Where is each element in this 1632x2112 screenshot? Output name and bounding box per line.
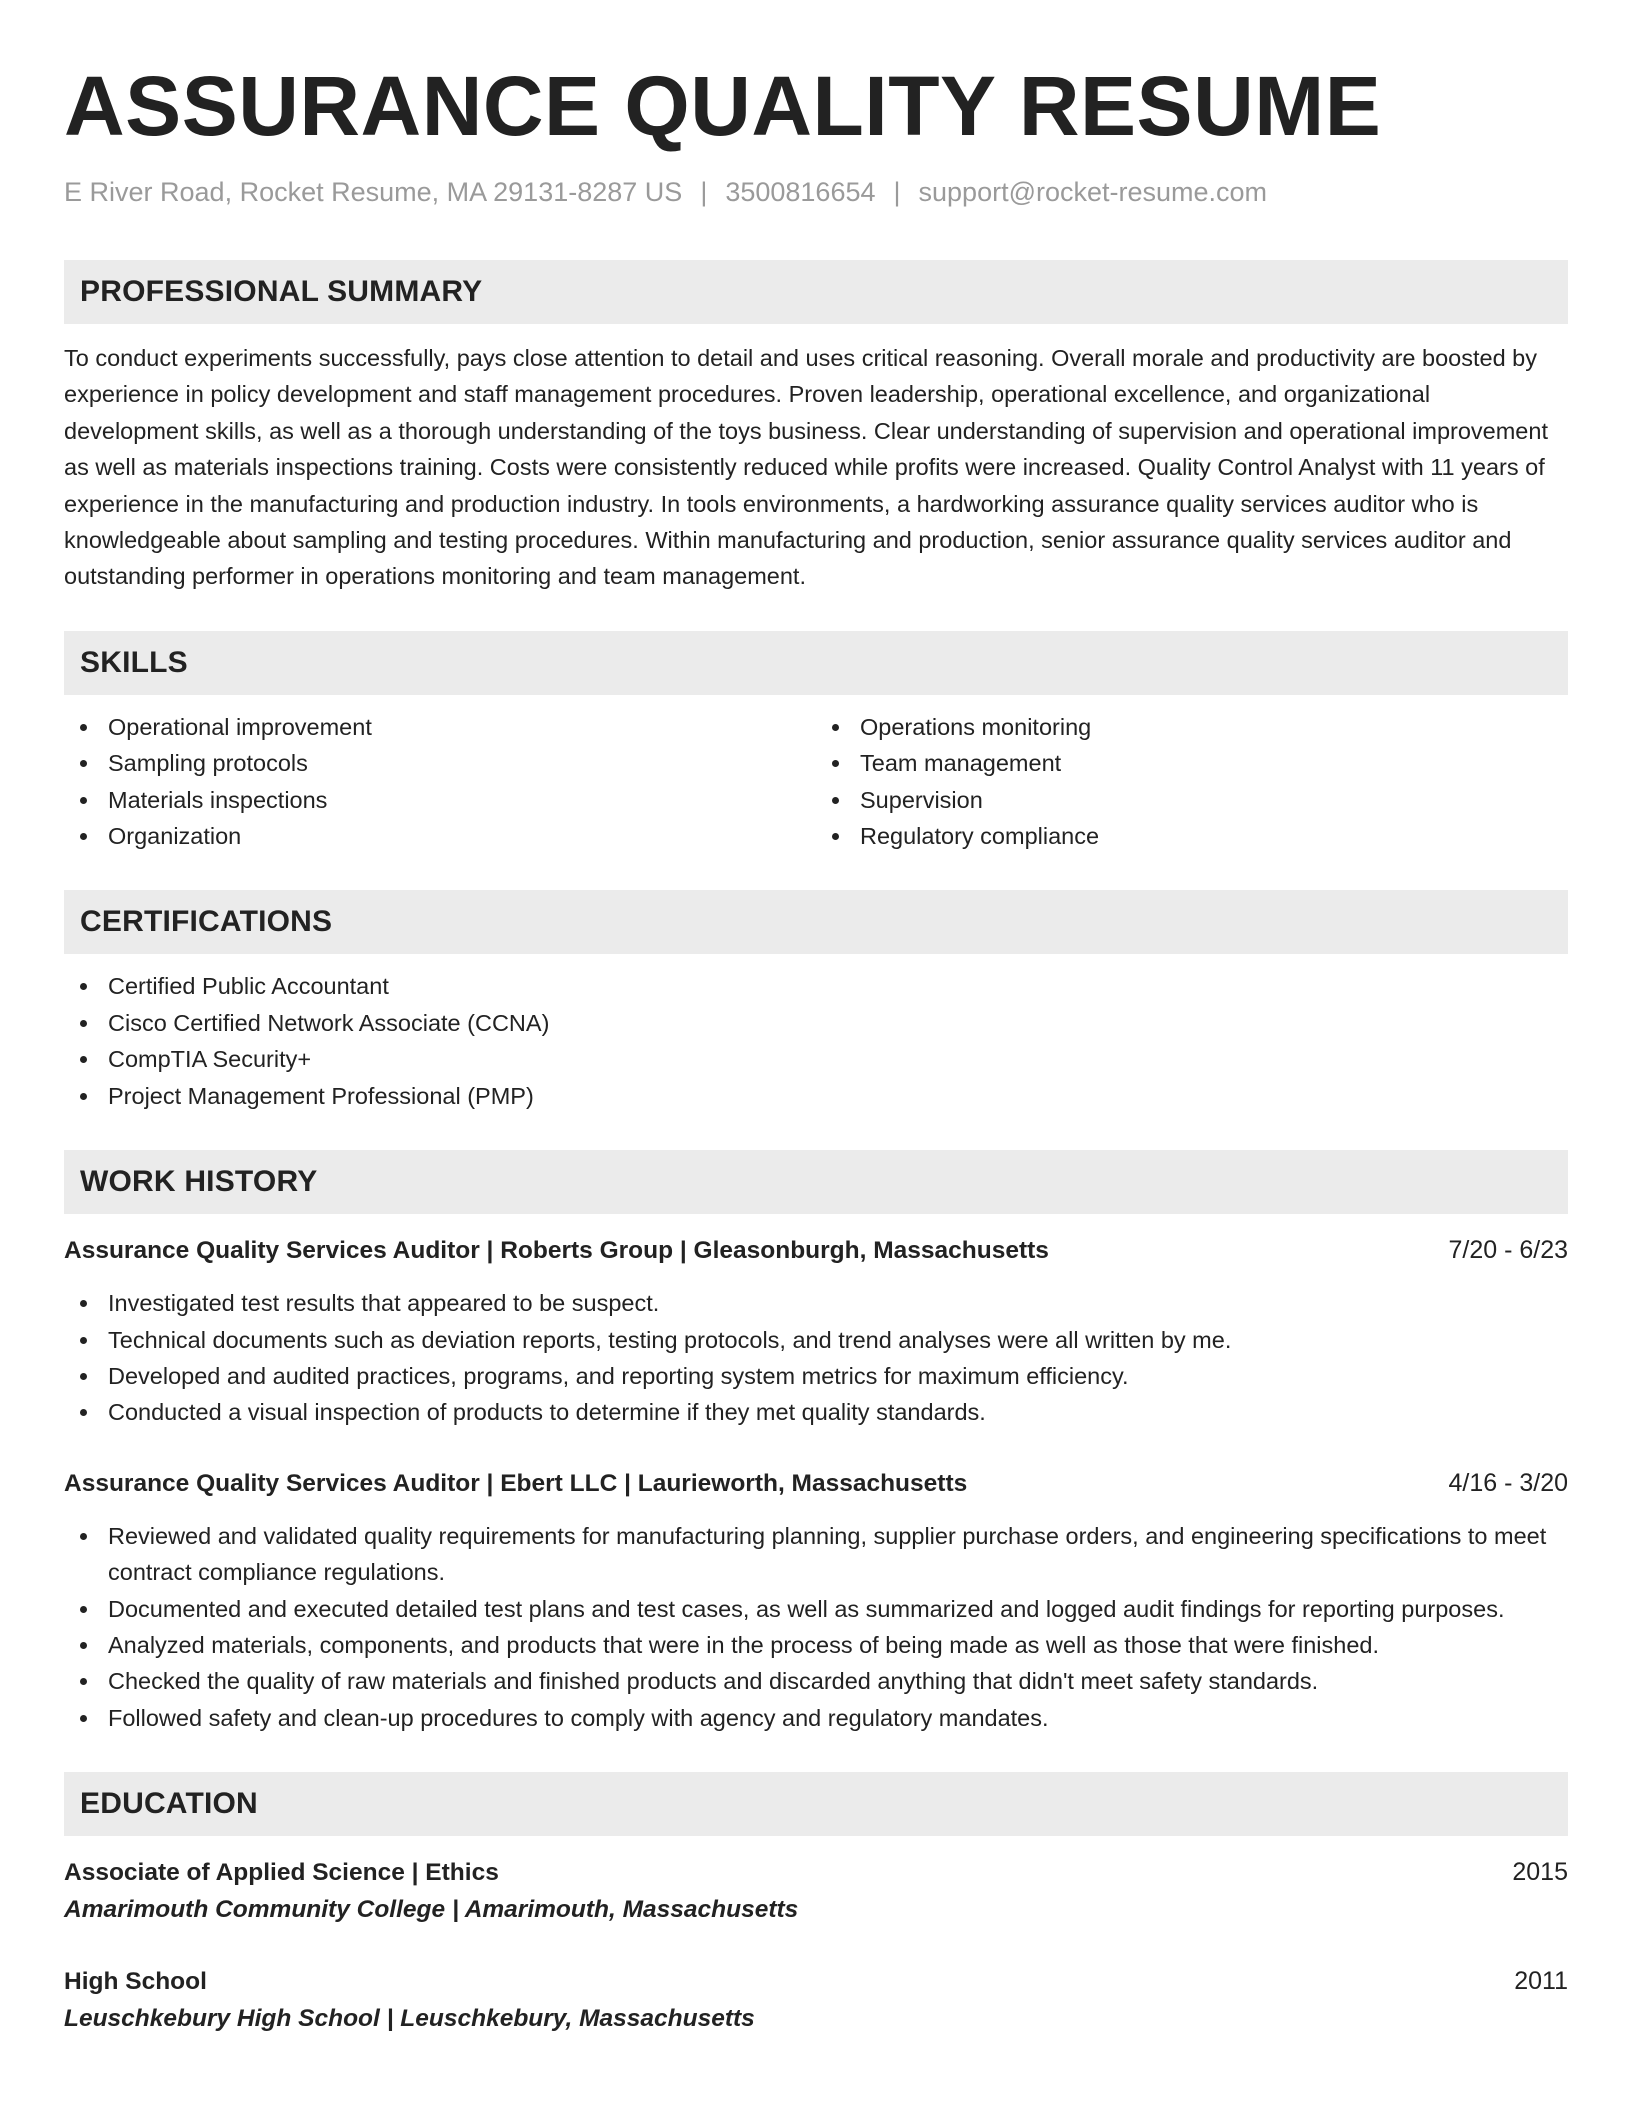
job-bullet: Followed safety and clean-up procedures to comply with agency and regulatory mandates.	[64, 1700, 1568, 1736]
skill-item: Organization	[64, 818, 816, 854]
job-entry	[64, 1465, 1568, 1736]
skill-item: Operational improvement	[64, 709, 816, 745]
education-school: Leuschkebury High School | Leuschkebury, Massachusetts	[64, 2005, 755, 2033]
skill-item: Operations monitoring	[816, 709, 1568, 745]
job-bullets	[64, 1518, 1568, 1736]
certification-item: CompTIA Security+	[64, 1041, 1568, 1077]
job-entry	[64, 1232, 1568, 1431]
education-school: Amarimouth Community College | Amarimouth, Massachusetts	[64, 1896, 799, 1924]
summary-text: To conduct experiments successfully, pays close attention to detail and uses critical reasoning. Overall morale and productivity are boosted by experience in policy development and staff management procedures. Proven leadership, operational excellence, and organizational development skills, as well as a thorough understanding of the toys business. Clear understanding of supervision and operational improvement as well as materials inspections training. Costs were consistently reduced while profits were increased. Quality Control Analyst with 11 years of experience in the manufacturing and production industry. In tools environments, a hardworking assurance quality services auditor who is knowledgeable about sampling and testing procedures. Within manufacturing and production, senior assurance quality services auditor and outstanding performer in operations monitoring and team management.	[64, 345, 1548, 590]
certifications-section	[64, 890, 1568, 1114]
job-bullet: Checked the quality of raw materials and finished products and discarded anything that didn't meet safety standards.	[64, 1663, 1568, 1699]
education-degree: Associate of Applied Science | Ethics	[64, 1859, 499, 1887]
contact-separator: |	[700, 177, 708, 207]
education-year: 2011	[1514, 1967, 1568, 1996]
contact-phone: 3500816654	[725, 177, 876, 207]
job-header	[64, 1232, 1568, 1269]
contact-address: E River Road, Rocket Resume, MA 29131-8287 US	[64, 177, 683, 207]
certification-item: Certified Public Accountant	[64, 968, 1568, 1004]
job-bullet: Technical documents such as deviation reports, testing protocols, and trend analyses were all written by me.	[64, 1322, 1568, 1358]
education-degree: High School	[64, 1968, 207, 1996]
education-entry	[64, 1963, 1568, 2038]
job-bullet: Documented and executed detailed test plans and test cases, as well as summarized and logged audit findings for reporting purposes.	[64, 1591, 1568, 1627]
education-entry	[64, 1854, 1568, 1929]
education-section	[64, 1772, 1568, 2038]
job-bullet: Investigated test results that appeared to be suspect.	[64, 1285, 1568, 1321]
skill-item: Sampling protocols	[64, 745, 816, 781]
skill-item: Regulatory compliance	[816, 818, 1568, 854]
certifications-list	[64, 968, 1568, 1114]
job-header	[64, 1465, 1568, 1502]
contact-separator: |	[893, 177, 901, 207]
section-heading-work-history: WORK HISTORY	[64, 1150, 1568, 1214]
section-heading-summary: PROFESSIONAL SUMMARY	[64, 260, 1568, 324]
skills-list-left	[64, 709, 816, 855]
job-bullet: Conducted a visual inspection of products to determine if they met quality standards.	[64, 1394, 1568, 1430]
contact-email: support@rocket-resume.com	[918, 177, 1268, 207]
skills-section	[64, 631, 1568, 855]
skill-item: Team management	[816, 745, 1568, 781]
summary-section	[64, 260, 1568, 595]
certification-item: Cisco Certified Network Associate (CCNA)	[64, 1005, 1568, 1041]
section-heading-certifications: CERTIFICATIONS	[64, 890, 1568, 954]
job-dates: 4/16 - 3/20	[1448, 1468, 1568, 1497]
section-heading-education: EDUCATION	[64, 1772, 1568, 1836]
work-history-section	[64, 1150, 1568, 1736]
job-title: Assurance Quality Services Auditor | Roberts Group | Gleasonburgh, Massachusetts	[64, 1237, 1049, 1265]
job-bullets	[64, 1285, 1568, 1431]
section-heading-skills: SKILLS	[64, 631, 1568, 695]
certification-item: Project Management Professional (PMP)	[64, 1078, 1568, 1114]
skill-item: Supervision	[816, 782, 1568, 818]
job-dates: 7/20 - 6/23	[1448, 1236, 1568, 1265]
education-header	[64, 1854, 1568, 1891]
skills-grid	[64, 709, 1568, 855]
job-bullet: Reviewed and validated quality requirements for manufacturing planning, supplier purchase orders, and engineering specifications to meet contract compliance regulations.	[64, 1518, 1568, 1591]
contact-line	[64, 174, 1568, 210]
skill-item: Materials inspections	[64, 782, 816, 818]
job-bullet: Developed and audited practices, programs, and reporting system metrics for maximum efficiency.	[64, 1358, 1568, 1394]
resume-title: ASSURANCE QUALITY RESUME	[64, 59, 1382, 153]
skills-list-right	[816, 709, 1568, 855]
education-header	[64, 1963, 1568, 2000]
job-title: Assurance Quality Services Auditor | Ebert LLC | Laurieworth, Massachusetts	[64, 1469, 968, 1497]
education-year: 2015	[1512, 1858, 1568, 1887]
job-bullet: Analyzed materials, components, and products that were in the process of being made as well as those that were finished.	[64, 1627, 1568, 1663]
